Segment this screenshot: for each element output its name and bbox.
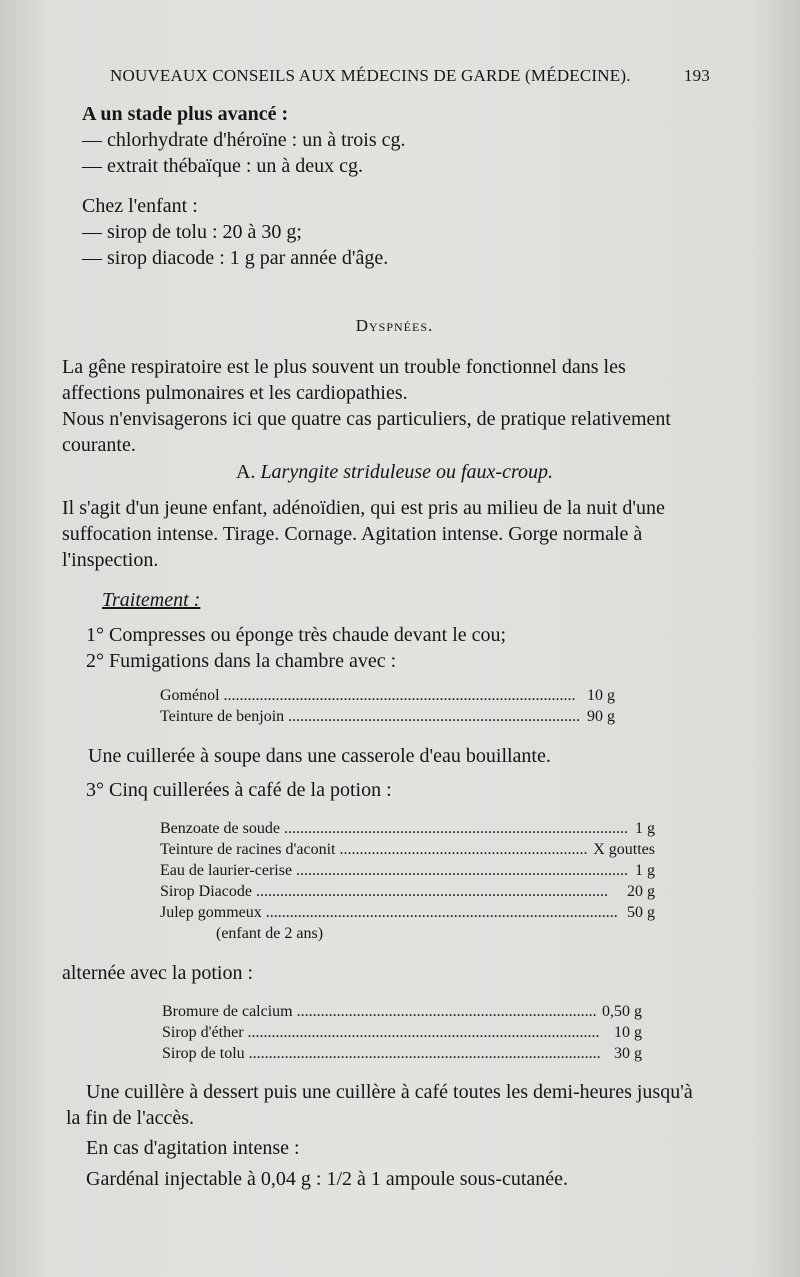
para3-line: Il s'agit d'un jeune enfant, adénoïdien, qui est pris au milieu de la nuit d'une [62, 497, 665, 519]
step-item: 1° Compresses ou éponge très chaude devant le cou; [86, 624, 507, 646]
enfant-intro: Chez l'enfant : [82, 195, 198, 217]
ingredient-qty: 30 g [614, 1045, 642, 1062]
para4-line: Une cuillère à dessert puis une cuillère à café toutes les demi-heures jusqu'à [86, 1081, 693, 1103]
section-title: Dyspnées. [355, 316, 434, 335]
cuillere-text: Une cuillerée à soupe dans une casserole d'eau bouillante. [88, 745, 551, 767]
step-item: 3° Cinq cuillerées à café de la potion : [86, 779, 392, 801]
section-heading [62, 312, 727, 339]
para1-line: affections pulmonaires et les cardiopathies. [62, 382, 408, 404]
table-row [160, 706, 615, 727]
potion-1-table [160, 818, 655, 944]
table-row [160, 839, 655, 860]
para2-line: Nous n'envisagerons ici que quatre cas particuliers, de pratique relativement [62, 408, 671, 430]
ingredient-qty: 1 g [635, 820, 655, 837]
page-number: 193 [683, 66, 710, 85]
ingredient-name: Sirop de tolu ..... [162, 1043, 608, 1064]
paragraph-4 [66, 1079, 731, 1131]
steps-block [86, 622, 751, 674]
ingredient-name: Eau de laurier-cerise ..... [160, 860, 629, 881]
gardenal-block [86, 1166, 751, 1192]
ingredient-qty: 20 g [627, 883, 655, 900]
subsection-heading [62, 459, 727, 485]
alternee-text: alternée avec la potion : [62, 962, 254, 984]
ingredient-qty: 90 g [587, 708, 615, 725]
para1-line: La gêne respiratoire est le plus souvent un trouble fonctionnel dans les [62, 356, 626, 378]
ingredient-qty: 10 g [587, 687, 615, 704]
table-row [162, 1043, 642, 1064]
stade-block [82, 101, 747, 179]
table-row [160, 860, 655, 881]
enfant-item: — sirop de tolu : 20 à 30 g; [82, 221, 302, 243]
ingredient-qty: X gouttes [593, 841, 655, 858]
ingredient-qty: 1 g [635, 862, 655, 879]
paragraph-1 [62, 354, 727, 458]
para3-line: suffocation intense. Tirage. Cornage. Agitation intense. Gorge normale à [62, 523, 643, 545]
table-row [160, 818, 655, 839]
table-row [162, 1022, 642, 1043]
stade-item: — extrait thébaïque : un à deux cg. [82, 155, 364, 177]
ingredient-name: Julep gommeux ..... [160, 902, 621, 923]
table-row [160, 881, 655, 902]
fumigation-table [160, 685, 615, 727]
alternee-block [62, 960, 727, 986]
table-row [160, 902, 655, 923]
ingredient-name: Sirop Diacode ..... [160, 881, 621, 902]
ingredient-name: Benzoate de soude ..... [160, 818, 629, 839]
stade-item: — chlorhydrate d'héroïne : un à trois cg. [82, 129, 406, 151]
ingredient-qty: 50 g [627, 904, 655, 921]
paragraph-3 [62, 495, 727, 573]
ingredient-name: Sirop d'éther ..... [162, 1022, 608, 1043]
ingredient-name: Teinture de racines d'aconit ..... [160, 839, 587, 860]
potion-2-table [162, 1001, 642, 1064]
ingredient-name: Teinture de benjoin ..... [160, 706, 581, 727]
ingredient-qty: 10 g [614, 1024, 642, 1041]
subsection-letter: A. [235, 461, 256, 483]
enfant-block [82, 193, 747, 271]
table-row [162, 1001, 642, 1022]
table-row [160, 685, 615, 706]
stade-intro: A un stade plus avancé : [82, 103, 289, 125]
enfant-item: — sirop diacode : 1 g par année d'âge. [82, 247, 389, 269]
para2-line: courante. [62, 434, 136, 456]
traitement-label-block [102, 587, 767, 613]
subsection-title: Laryngite striduleuse ou faux-croup. [260, 461, 553, 483]
step3-block [86, 777, 751, 803]
step-item: 2° Fumigations dans la chambre avec : [86, 650, 397, 672]
ingredient-name: Bromure de calcium ..... [162, 1001, 596, 1022]
running-header [110, 66, 710, 86]
gardenal-text: Gardénal injectable à 0,04 g : 1/2 à 1 ampoule sous-cutanée. [86, 1168, 569, 1190]
para3-line: l'inspection. [62, 549, 159, 571]
ingredient-qty: 0,50 g [602, 1003, 642, 1020]
agitation-text: En cas d'agitation intense : [86, 1137, 300, 1159]
cuillere-block [88, 743, 753, 769]
agitation-block [86, 1135, 751, 1161]
header-title: NOUVEAUX CONSEILS AUX MÉDECINS DE GARDE (MÉDECINE). [110, 66, 631, 85]
ingredient-name: Goménol ..... [160, 685, 581, 706]
potion-note: (enfant de 2 ans) [216, 925, 324, 942]
traitement-label: Traitement : [102, 589, 201, 611]
para4-line: la fin de l'accès. [66, 1107, 194, 1129]
